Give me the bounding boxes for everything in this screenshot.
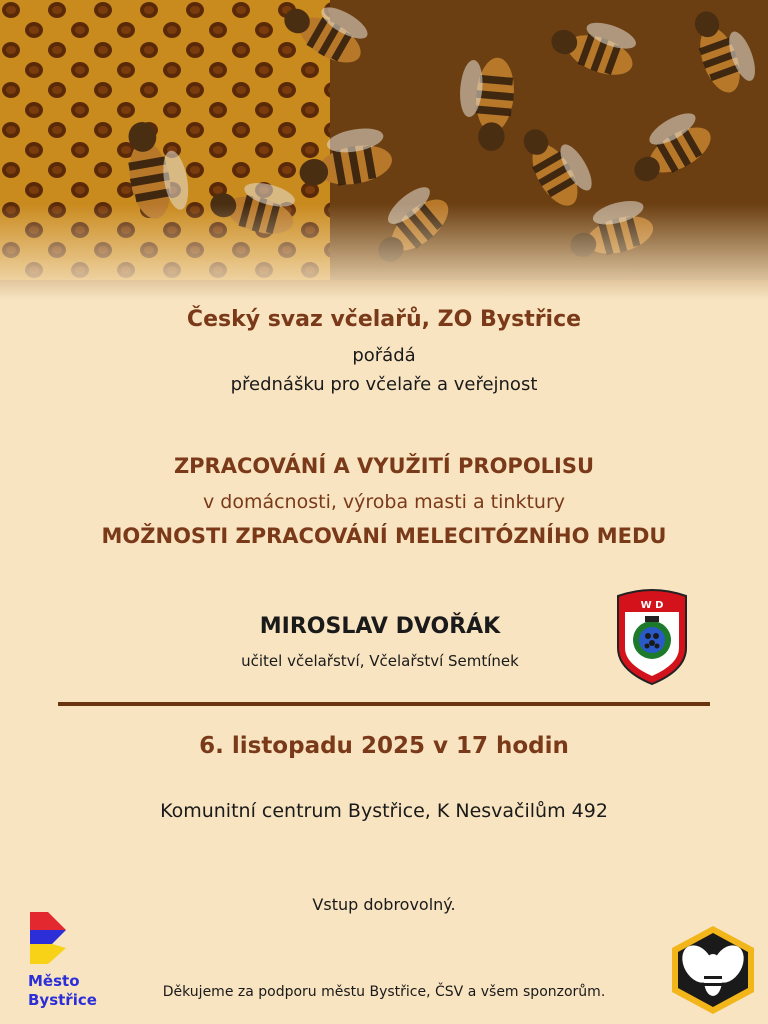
bee-badge-icon xyxy=(666,924,760,1016)
town-logo-line1: Město xyxy=(28,972,80,990)
hero-bees-photo xyxy=(0,0,768,300)
crest-letters: W D xyxy=(640,600,664,611)
lecture-title-line2: v domácnosti, výroba masti a tinktury xyxy=(202,491,565,513)
lecture-title-line3: MOŽNOSTI ZPRACOVÁNÍ MELECITÓZNÍHO MEDU xyxy=(101,524,667,548)
thanks-note: Děkujeme za podporu městu Bystřice, ČSV a všem sponzorům. xyxy=(162,984,606,1000)
divider-line xyxy=(58,702,710,706)
town-logo-line2: Bystřice xyxy=(28,991,97,1009)
mesto-bystrice-logo-icon xyxy=(30,912,68,964)
event-datetime: 6. listopadu 2025 v 17 hodin xyxy=(199,733,569,759)
beekeeping-crest-icon xyxy=(612,586,692,686)
organizer-heading: Český svaz včelařů, ZO Bystřice xyxy=(186,307,582,332)
event-venue: Komunitní centrum Bystřice, K Nesvačilům 492 xyxy=(160,800,608,822)
event-type: přednášku pro včelaře a veřejnost xyxy=(230,374,538,395)
entry-note: Vstup dobrovolný. xyxy=(312,895,456,914)
speaker-name: MIROSLAV DVOŘÁK xyxy=(259,614,501,639)
organizer-verb: pořádá xyxy=(352,345,416,366)
speaker-role: učitel včelařství, Včelařství Semtínek xyxy=(241,652,519,670)
lecture-title-line1: ZPRACOVÁNÍ A VYUŽITÍ PROPOLISU xyxy=(173,454,595,478)
